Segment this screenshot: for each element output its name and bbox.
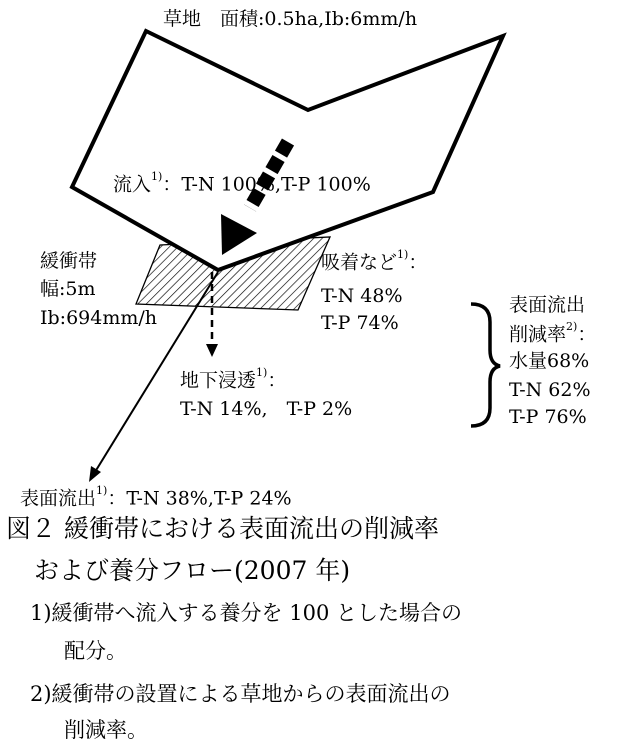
note-1-line2: 配分。 <box>64 639 127 663</box>
figure-caption-line2: および養分フロー(2007 年) <box>34 556 351 585</box>
reduction-brace <box>471 304 500 426</box>
reduction-water: 水量68% <box>509 350 590 372</box>
note-2-line1: 2)緩衝帯の設置による草地からの表面流出の <box>30 682 451 706</box>
inflow-label: 流入$^{1)}$：T-N 100%,T-P 100% <box>113 170 371 196</box>
adsorption-tn: T-N 48% <box>321 285 403 307</box>
note-2-line2: 削減率。 <box>64 718 148 742</box>
surface-outflow-label: 表面流出$^{1)}$：T-N 38%,T-P 24% <box>20 484 292 510</box>
infiltration-label: 地下浸透$^{1)}$： <box>180 366 287 392</box>
grassland-header: 草地 面積:0.5ha,Ib:6mm/h <box>163 8 418 30</box>
adsorption-label: 吸着など$^{1)}$： <box>321 248 428 274</box>
reduction-line1: 表面流出 <box>509 294 586 316</box>
buffer-strip-title: 緩衝帯 <box>40 250 98 272</box>
figure-caption-line1: 図２ 緩衝帯における表面流出の削減率 <box>6 514 439 543</box>
note-1-line1: 1)緩衝帯へ流入する養分を 100 とした場合の <box>30 601 462 625</box>
buffer-strip-ib: Ib:694mm/h <box>40 307 158 329</box>
reduction-tn: T-N 62% <box>509 379 591 401</box>
reduction-line2: 削減率$^{2)}$： <box>509 320 597 346</box>
adsorption-tp: T-P 74% <box>321 312 399 334</box>
buffer-strip-width: 幅:5m <box>40 278 96 300</box>
reduction-tp: T-P 76% <box>509 406 587 428</box>
infiltration-values: T-N 14%, T-P 2% <box>180 398 353 420</box>
